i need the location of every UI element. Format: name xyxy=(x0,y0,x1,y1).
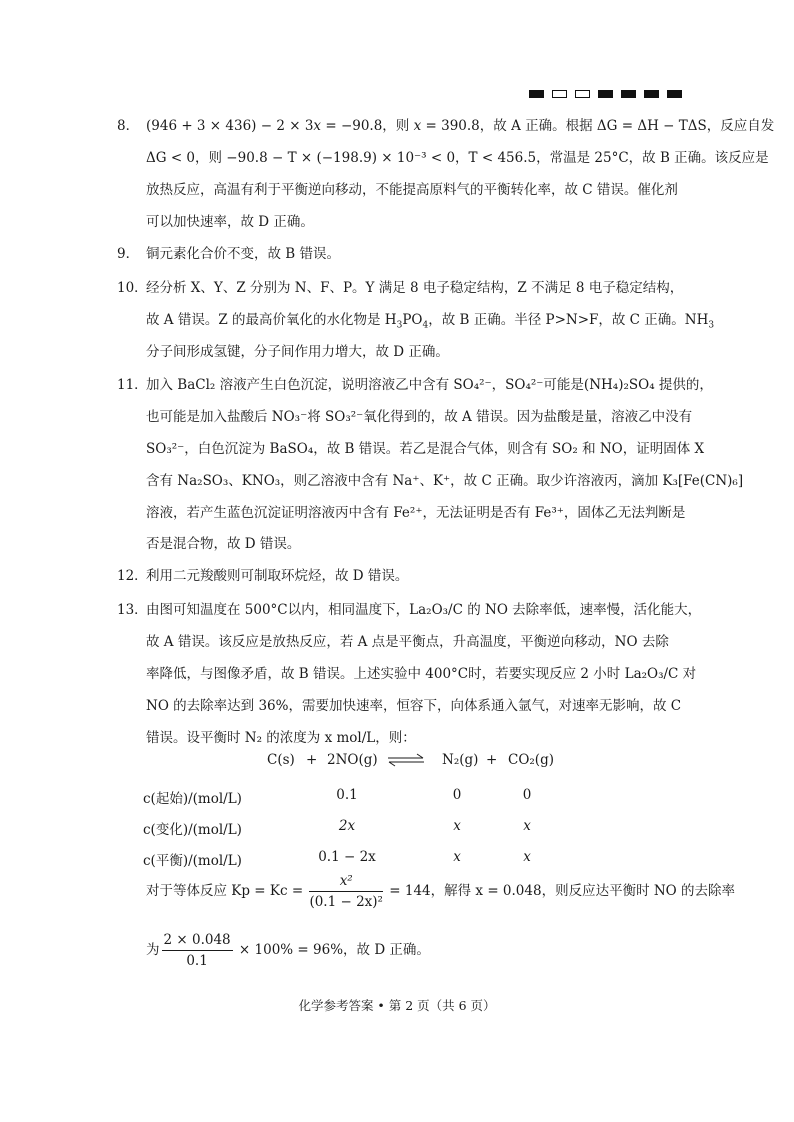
q10-line-1: 经分析 X、Y、Z 分别为 N、F、P。Y 满足 8 电子稳定结构，Z 不满足 8 电子稳定结构， xyxy=(146,280,684,296)
q8-line-3: 放热反应，高温有利于平衡逆向移动，不能提高原料气的平衡转化率，故 C 错误。催化剂 xyxy=(146,182,678,198)
q10-text-a: 故 A 错误。Z 的最高价氧化的水化物是 H xyxy=(146,312,397,328)
cell-no: 2x xyxy=(338,818,356,834)
equilibrium-arrow-icon xyxy=(386,752,426,768)
cell-n2: x xyxy=(453,849,461,865)
header-mark xyxy=(621,90,636,98)
k-fraction xyxy=(309,871,383,912)
q13-line-4: NO 的去除率达到 36%，需要加快速率，恒容下，向体系通入氩气，对速率无影响，故 C xyxy=(146,698,682,714)
q8-expr-a: (946 + 3 × 436) − 2 × 3 xyxy=(146,118,314,134)
q13-line-3: 率降低，与图像矛盾，故 B 错误。上述实验中 400°C时，若要实现反应 2 小时 La₂O₃/C 对 xyxy=(146,666,697,682)
q8-line-4: 可以加快速率，故 D 正确。 xyxy=(146,214,314,230)
q8-expr-c: = −90.8，则 xyxy=(321,118,414,134)
q12-line-1: 利用二元羧酸则可制取环烷烃，故 D 错误。 xyxy=(146,568,409,584)
k-denominator: (0.1 − 2x)² xyxy=(309,894,383,910)
plus-sign: + xyxy=(486,752,498,768)
header-mark xyxy=(575,90,590,98)
q13-line-1: 由图可知温度在 500°C以内，相同温度下，La₂O₃/C 的 NO 去除率低，速率慢，活化能大， xyxy=(146,602,702,618)
row-label: c(平衡)/(mol/L) xyxy=(143,853,242,869)
rate-denominator: 0.1 xyxy=(186,953,208,969)
q10-line-2 xyxy=(146,310,714,330)
product-n2: N₂(g) xyxy=(442,752,479,768)
q10-sub-4: 4 xyxy=(422,320,429,331)
q13-number: 13． xyxy=(117,602,148,618)
q11-line-3: SO₃²⁻，白色沉淀为 BaSO₄，故 B 错误。若乙是混合气体，则含有 SO₂ 和 NO，证明固体 X xyxy=(146,441,705,457)
q10-text-c: PO xyxy=(402,312,423,328)
row-label: c(起始)/(mol/L) xyxy=(143,791,242,807)
q8-var-x: x xyxy=(313,118,322,134)
q11-line-2: 也可能是加入盐酸后 NO₃⁻将 SO₃²⁻氧化得到的，故 A 错误。因为盐酸是量，溶液乙中没有 xyxy=(146,409,693,425)
header-mark xyxy=(529,90,544,98)
q11-number: 11． xyxy=(117,377,148,393)
row-label: c(变化)/(mol/L) xyxy=(143,822,242,838)
q8-var-x2: x xyxy=(413,118,422,134)
header-mark xyxy=(598,90,613,98)
cell-no: 0.1 xyxy=(336,787,358,803)
plus-sign: + xyxy=(306,752,318,768)
product-co2: CO₂(g) xyxy=(508,752,554,768)
q8-number: 8． xyxy=(117,118,140,134)
k-numerator: x² xyxy=(309,871,383,892)
header-mark xyxy=(552,90,567,98)
q11-line-1: 加入 BaCl₂ 溶液产生白色沉淀，说明溶液乙中含有 SO₄²⁻，SO₄²⁻可能是(NH₄)₂SO₄ 提供的， xyxy=(146,377,713,393)
q11-line-6: 否是混合物，故 D 错误。 xyxy=(146,536,301,552)
reactant-carbon: C(s) xyxy=(267,752,295,768)
q11-line-5: 溶液，若产生蓝色沉淀证明溶液丙中含有 Fe²⁺，无法证明是否有 Fe³⁺，固体乙无法判断是 xyxy=(146,505,686,521)
q10-line-3: 分子间形成氢键，分子间作用力增大，故 D 正确。 xyxy=(146,344,449,360)
cell-co2: x xyxy=(523,818,531,834)
q13-line-2: 故 A 错误。该反应是放热反应，若 A 点是平衡点，升高温度，平衡逆向移动，NO 去除 xyxy=(146,634,669,650)
cell-no: 0.1 − 2x xyxy=(318,849,376,865)
k-equation-line xyxy=(146,871,735,912)
k-suffix: = 144，解得 x = 0.048，则反应达平衡时 NO 的去除率 xyxy=(384,883,736,899)
q13-line-5: 错误。设平衡时 N₂ 的浓度为 x mol/L，则： xyxy=(146,730,416,746)
q10-number: 10． xyxy=(117,280,148,296)
rate-prefix: 为 xyxy=(146,942,160,958)
rate-numerator: 2 × 0.048 xyxy=(162,930,233,951)
q11-line-4: 含有 Na₂SO₃、KNO₃，则乙溶液中含有 Na⁺、K⁺，故 C 正确。取少许溶液丙，滴加 K₃[Fe(CN)₆] xyxy=(146,473,744,489)
rate-line xyxy=(146,930,430,971)
reactant-no: 2NO(g) xyxy=(327,752,378,768)
header-mark xyxy=(644,90,659,98)
header-mark xyxy=(667,90,682,98)
q10-sub-3: 3 xyxy=(396,320,403,331)
cell-co2: x xyxy=(523,849,531,865)
q9-line-1: 铜元素化合价不变，故 B 错误。 xyxy=(146,246,341,262)
rate-suffix: × 100% = 96%，故 D 正确。 xyxy=(234,942,430,958)
q9-number: 9． xyxy=(117,246,140,262)
q12-number: 12． xyxy=(117,568,148,584)
cell-co2: 0 xyxy=(522,787,532,803)
q10-text-e: ，故 B 正确。半径 P>N>F，故 C 正确。NH xyxy=(428,312,709,328)
page-footer: 化学参考答案 • 第 2 页（共 6 页） xyxy=(298,998,496,1013)
q8-line-1 xyxy=(146,116,774,136)
header-marks xyxy=(529,90,682,98)
q8-expr-e: = 390.8，故 A 正确。根据 ΔG = ΔH − TΔS，反应自发 xyxy=(421,118,775,134)
k-prefix: 对于等体反应 Kp = Kc = xyxy=(146,883,308,899)
rate-fraction xyxy=(162,930,233,971)
q8-line-2: ΔG < 0，则 −90.8 − T × (−198.9) × 10⁻³ < 0，T < 456.5，常温是 25°C，故 B 正确。该反应是 xyxy=(146,150,769,166)
cell-n2: 0 xyxy=(452,787,462,803)
cell-n2: x xyxy=(453,818,461,834)
q10-sub-3b: 3 xyxy=(708,320,715,331)
